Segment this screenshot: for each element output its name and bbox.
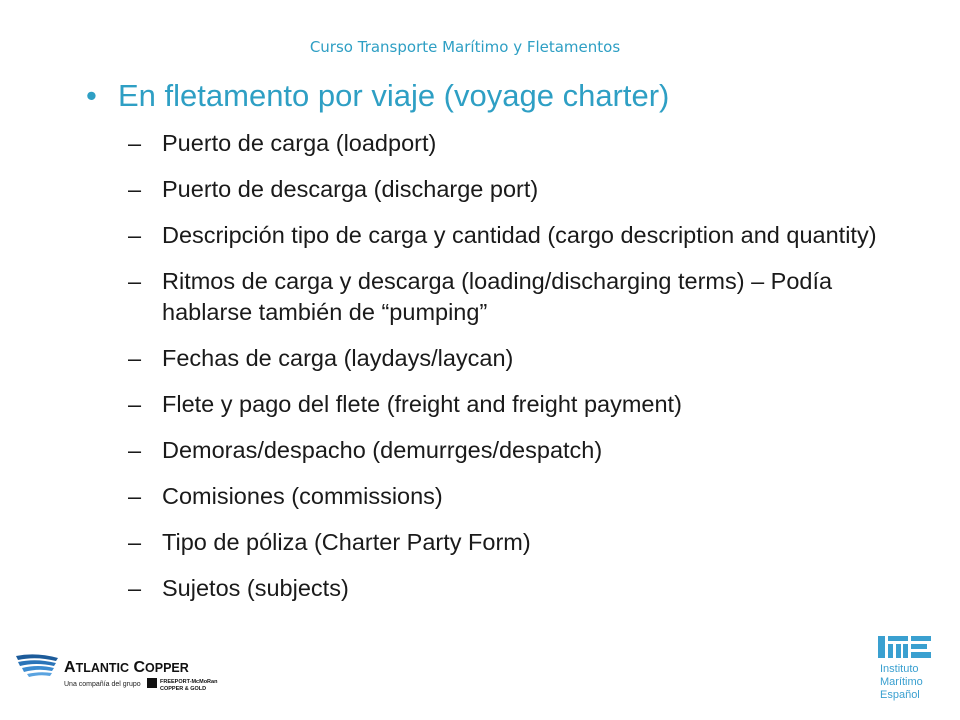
- list-item-text: Comisiones (commissions): [162, 483, 443, 509]
- ime-logo: [874, 632, 938, 704]
- svg-text:Instituto: Instituto: [880, 663, 919, 675]
- list-item-text: Puerto de carga (loadport): [162, 130, 437, 156]
- ime-mark-icon: [878, 636, 931, 658]
- svg-text:COPPER & GOLD: COPPER & GOLD: [160, 686, 207, 692]
- list-item-text: Demoras/despacho (demurrges/despatch): [162, 437, 603, 463]
- main-heading: En fletamento por viaje (voyage charter): [118, 78, 670, 113]
- bullet-dot: •: [86, 78, 97, 113]
- atlantic-copper-logo: [14, 650, 229, 692]
- dash: –: [128, 176, 142, 202]
- list-item: [128, 389, 908, 420]
- list-item-text: Tipo de póliza (Charter Party Form): [162, 529, 531, 555]
- dash: –: [128, 130, 142, 156]
- list-item: [128, 266, 908, 328]
- dash: –: [128, 483, 142, 509]
- dash: –: [128, 345, 142, 371]
- list-item: [128, 573, 908, 604]
- list-item-text: Descripción tipo de carga y cantidad (cargo description and quantity): [162, 222, 877, 248]
- svg-text:Marítimo: Marítimo: [880, 676, 923, 688]
- list-item: [128, 481, 908, 512]
- dash: –: [128, 529, 142, 555]
- list-item-text: Fechas de carga (laydays/laycan): [162, 345, 514, 371]
- svg-text:Una compañía del grupo: Una compañía del grupo: [64, 681, 141, 688]
- dash: –: [128, 437, 142, 463]
- list-item-text: Flete y pago del flete (freight and freight payment): [162, 391, 682, 417]
- svg-text:Español: Español: [880, 689, 920, 701]
- dash: –: [128, 391, 142, 417]
- list-item: [128, 174, 908, 205]
- list-item: [128, 435, 908, 466]
- list-item: [128, 220, 908, 251]
- atlantic-copper-wave-icon: [16, 654, 58, 677]
- svg-text:FREEPORT-McMoRan: FREEPORT-McMoRan: [160, 679, 218, 685]
- list-item-text: Sujetos (subjects): [162, 575, 349, 601]
- dash: –: [128, 575, 142, 601]
- list-item: [128, 527, 908, 558]
- list-item-text: Ritmos de carga y descarga (loading/discharging terms) – Podía hablarse también de “pumping”: [162, 268, 833, 325]
- sub-list: [128, 128, 908, 619]
- dash: –: [128, 268, 142, 294]
- list-item-text: Puerto de descarga (discharge port): [162, 176, 539, 202]
- list-item: [128, 343, 908, 374]
- dash: –: [128, 222, 142, 248]
- list-item: [128, 128, 908, 159]
- svg-text:ATLANTIC COPPER: ATLANTIC COPPER: [64, 659, 189, 676]
- course-title: Curso Transporte Marítimo y Fletamentos: [309, 38, 621, 56]
